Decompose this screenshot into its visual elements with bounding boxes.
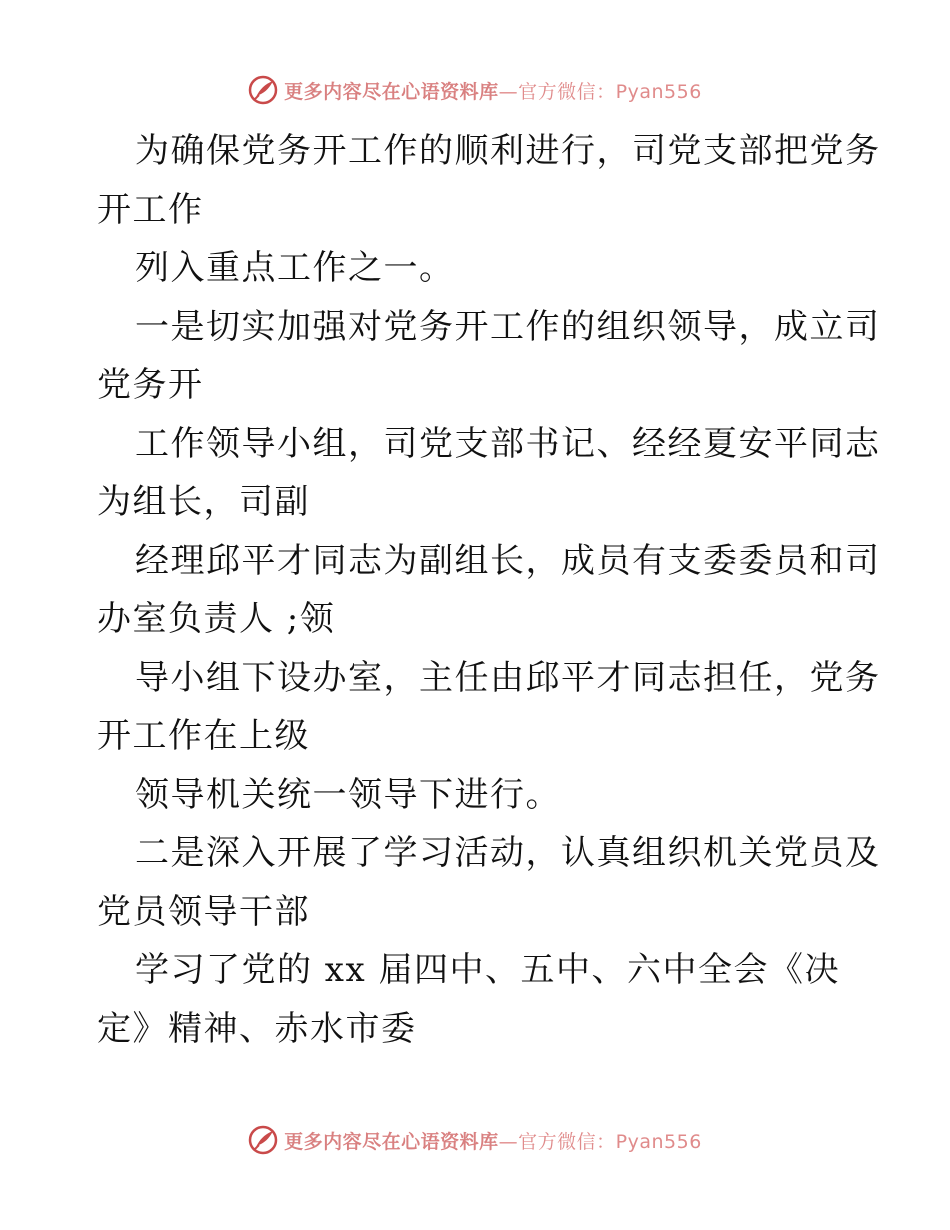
quill-logo-icon (248, 75, 278, 105)
quill-logo-icon (248, 1125, 278, 1155)
text-line: 经理邱平才同志为副组长，成员有支委委员和司 (135, 540, 881, 581)
text-line: 党员领导干部 (97, 891, 310, 932)
text-line: 工作领导小组，司党支部书记、经经夏安平同志 (135, 423, 881, 464)
document-body (97, 122, 881, 1058)
watermark-contact: —官方微信：Pyan556 (498, 1130, 702, 1153)
text-line: 党务开 (97, 365, 204, 405)
text-line: 为组长，司副 (97, 482, 310, 522)
watermark-text (284, 77, 702, 104)
text-line: 为确保党务开工作的顺利进行，司党支部把党务 (135, 131, 881, 171)
text-line: 导小组下设办室，主任由邱平才同志担任，党务 (135, 657, 881, 698)
text-line: 二是深入开展了学习活动，认真组织机关党员及 (135, 833, 881, 873)
text-line: 学习了党的 xx 届四中、五中、六中全会《决 (135, 950, 840, 990)
text-line: 定》精神、赤水市委 (97, 1008, 417, 1049)
text-line: 一是切实加强对党务开工作的组织领导，成立司 (135, 306, 881, 347)
text-line: 领导机关统一领导下进行。 (135, 774, 561, 815)
watermark-brand: 更多内容尽在心语资料库 (284, 80, 499, 103)
watermark-brand: 更多内容尽在心语资料库 (284, 1130, 499, 1153)
text-line: 列入重点工作之一。 (135, 248, 455, 288)
footer-watermark (0, 1120, 950, 1160)
watermark-contact: —官方微信：Pyan556 (498, 80, 702, 103)
header-watermark (0, 70, 950, 110)
text-line: 开工作在上级 (97, 716, 310, 756)
text-line: 办室负责人 ;领 (97, 599, 336, 639)
watermark-text (284, 1127, 702, 1154)
text-line: 开工作 (97, 189, 204, 230)
